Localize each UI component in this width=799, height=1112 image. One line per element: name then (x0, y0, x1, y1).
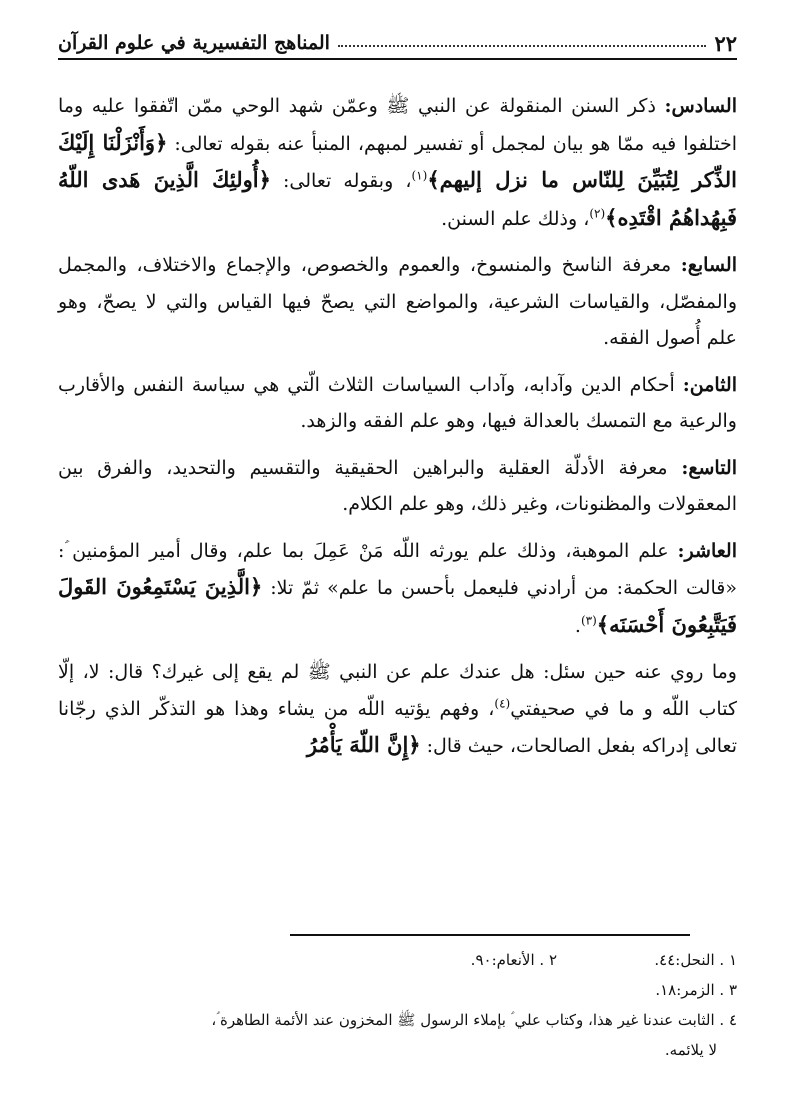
quran-verse: ﴿وَأَنْزَلْنَا إِلَيْكَ الذِّكر لِتُبَيِّنَ لِلنّاس ما نزل إليهم﴾ (58, 129, 737, 192)
page-number: ٢٢ (714, 30, 737, 56)
footnote-row (58, 945, 737, 975)
paragraph-text: وما روي عنه حين سئل: هل عندك علم عن النبي ﷺ لم يقع إلى غيرك؟ قال: لا، إلّا كتاب اللّه و ما في صحيفتي (58, 661, 737, 720)
quran-verse: ﴿الَّذِينَ يَسْتَمِعُونَ القَولَ فَيَتَّبِعُونَ أَحْسَنَه﴾ (58, 574, 737, 637)
running-title: المناهج التفسيرية في علوم القرآن (58, 32, 330, 54)
footnote-ref: (٣) (580, 613, 597, 628)
footnote-3: ٣ . الزمر:١٨. (655, 981, 737, 999)
footnote-2: ٢ . الأنعام:٩٠. (470, 951, 557, 969)
footnote-ref: (٤) (494, 696, 511, 711)
paragraph-text: أحكام الدين وآدابه، وآداب السياسات الثلاث الّتي هي سياسة النفس والأقارب والرعية مع التمسك بالعدالة فيها، وهو علم الفقه والزهد. (58, 373, 737, 432)
footnote-4-continuation: لا يلائمه. (664, 1041, 717, 1059)
paragraph-text: . (574, 614, 581, 637)
quran-verse: ﴿أُولئِكَ الَّذِينَ هَدى اللّهُ فَبِهُداهُمُ اقْتَدِه﴾ (58, 167, 737, 230)
footnote-ref: (١) (411, 168, 428, 183)
running-header (58, 28, 737, 60)
paragraph-text: معرفة الناسخ والمنسوخ، والعموم والخصوص، والإجماع والاختلاف، والمجمل والمفصّل، والقياسات الشرعية، والمواضع التي يصحّ فيها القياس والتي لا يصحّ، وهو علم أُصول الفقه. (58, 254, 737, 349)
paragraph-lead: الثامن: (682, 373, 737, 396)
paragraph-sixth (58, 88, 737, 237)
paragraph-lead: التاسع: (681, 456, 737, 479)
footnote-ref: (٢) (589, 206, 606, 221)
footnote-1: ١ . النحل:٤٤. (654, 951, 737, 969)
paragraph-lead: العاشر: (677, 539, 737, 562)
footnotes (58, 945, 737, 1065)
paragraph-text: ، وبقوله تعالى: (270, 170, 412, 192)
paragraph-text: ، وذلك علم السنن. (441, 207, 590, 230)
footnote-separator (290, 934, 690, 936)
paragraph-tenth (58, 533, 737, 645)
header-dotted-leader (338, 45, 707, 47)
paragraph-narration (58, 654, 737, 765)
paragraph-lead: السادس: (664, 95, 737, 117)
paragraph-eighth (58, 367, 737, 440)
paragraph-text: ذكر السنن المنقولة عن النبي ﷺ وعمّن شهد الوحي ممّن اتّفقوا عليه وما اختلفوا فيه ممّا هو بيان لمجمل أو تفسير لمبهم، المنبأ عنه بقوله تعالى: (58, 95, 737, 155)
paragraph-ninth (58, 450, 737, 523)
paragraph-text: معرفة الأدلّة العقلية والبراهين الحقيقية والتقسيم والتحديد، والفرق بين المعقولات والمظنونات، وغير ذلك، وهو علم الكلام. (58, 456, 737, 515)
paragraph-text: علم الموهبة، وذلك علم يورثه اللّه مَنْ عَمِلَ بما علم، وقال أمير المؤمنين ؑ: «قالت الحكمة: من أرادني فليعمل بأحسن ما علم» ثمّ تلا: (58, 539, 737, 599)
quran-verse: ﴿إِنَّ اللّهَ يَأْمُرُ (306, 732, 421, 757)
paragraph-text: ، وفهم يؤتيه اللّه من يشاء وهذا هو التذكّر الذي رجّانا تعالى إدراكه بفعل الصالحات، حيث قال: (58, 697, 737, 757)
main-text (58, 88, 737, 775)
paragraph-lead: السابع: (680, 254, 737, 276)
footnote-4: ٤ . الثابت عندنا غير هذا، وكتاب علي ؑ بإملاء الرسول ﷺ المخزون عند الأئمة الطاهرة ؑ، (211, 1011, 737, 1029)
paragraph-seventh (58, 247, 737, 357)
